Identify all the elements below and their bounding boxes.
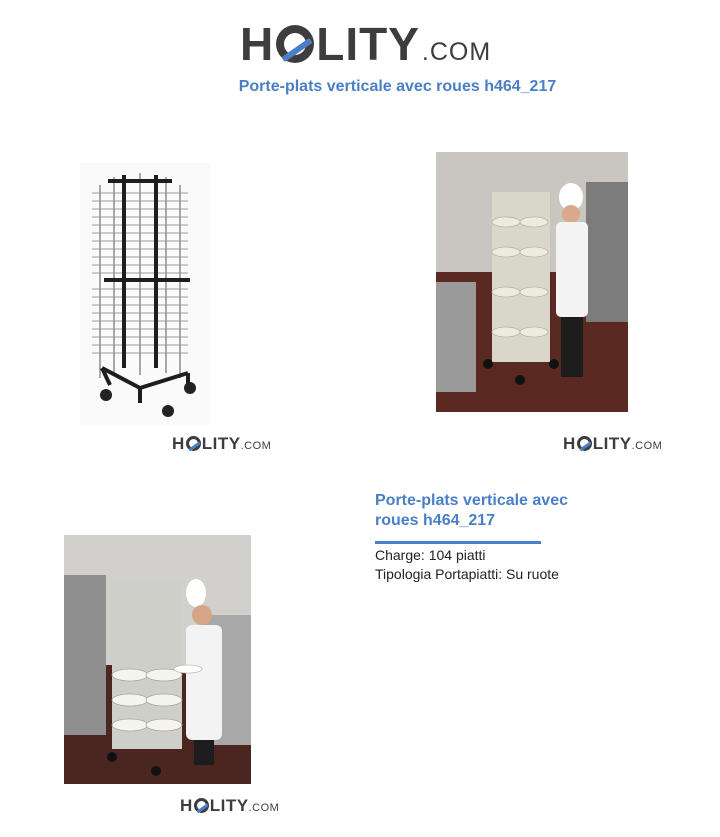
watermark-letters: LITY xyxy=(592,434,632,453)
chef-plates-photo xyxy=(64,535,251,784)
product-photo-chef-kitchen xyxy=(436,152,628,412)
watermark-letters: LITY xyxy=(209,796,249,815)
logo-suffix: .COM xyxy=(421,38,492,66)
logo-o-mark-icon xyxy=(276,25,314,63)
watermark-suffix: .COM xyxy=(248,802,280,814)
watermark-letter-h: H xyxy=(563,434,576,453)
plate-rack-illustration xyxy=(80,163,210,425)
logo-letters: LITY xyxy=(316,18,420,70)
holity-watermark-1 xyxy=(172,434,271,454)
holity-watermark-2 xyxy=(563,434,662,454)
holity-logo[interactable] xyxy=(240,17,491,71)
watermark-letter-h: H xyxy=(172,434,185,453)
spec-charge: Charge: 104 piatti xyxy=(375,547,486,563)
spec-type: Tipologia Portapiatti: Su ruote xyxy=(375,566,559,582)
product-title: Porte-plats verticale avec roues h464_217 xyxy=(375,492,568,529)
page-title: Porte-plats verticale avec roues h464_217 xyxy=(238,78,557,95)
logo-letter-h: H xyxy=(240,18,275,70)
watermark-letters: LITY xyxy=(201,434,241,453)
logo-o-mark-icon xyxy=(577,436,592,451)
logo-o-mark-icon xyxy=(186,436,201,451)
logo-o-mark-icon xyxy=(194,798,209,813)
product-image-rack xyxy=(80,163,210,425)
title-divider xyxy=(375,541,541,544)
watermark-letter-h: H xyxy=(180,796,193,815)
watermark-suffix: .COM xyxy=(240,440,272,452)
chef-kitchen-photo xyxy=(436,152,628,412)
product-photo-chef-plates xyxy=(64,535,251,784)
watermark-suffix: .COM xyxy=(631,440,663,452)
holity-watermark-3 xyxy=(180,796,279,816)
